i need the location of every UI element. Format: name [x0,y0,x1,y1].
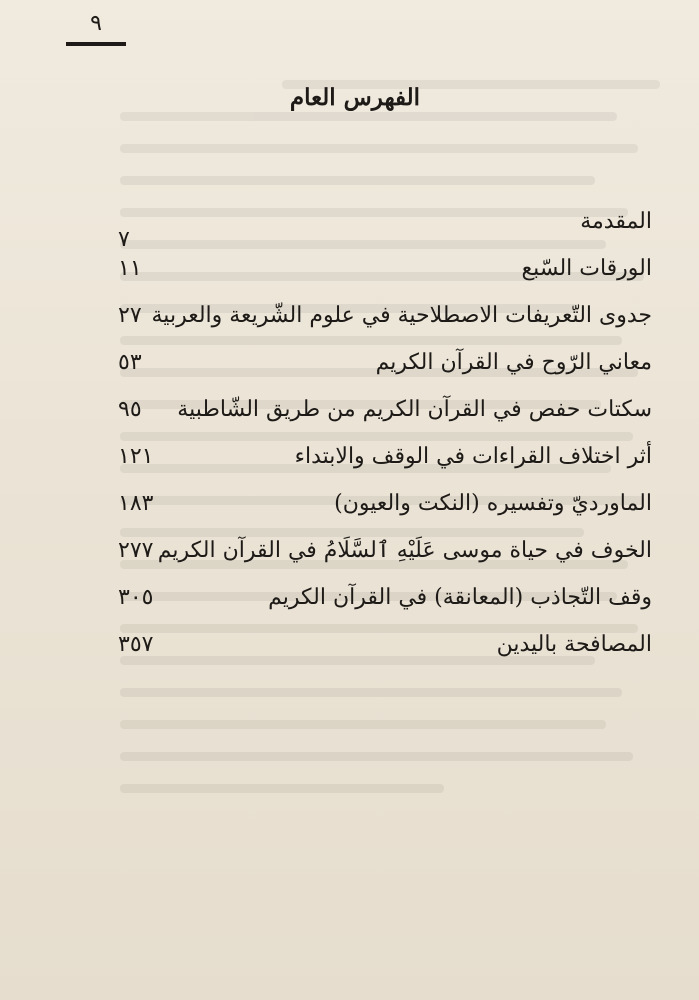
toc-entry [118,198,652,252]
toc-entry-page: ١١ [118,256,142,281]
toc-entry [118,339,652,386]
toc-entry-page: ٥٣ [118,350,142,375]
toc-entry [118,386,652,433]
toc-entry-title: الخوف في حياة موسى عَلَيْهِ ٱلسَّلَامُ في القرآن الكريم [157,538,652,563]
toc-entry-page: ٢٧ [118,303,142,328]
toc-entry-title: المصافحة باليدين [496,632,652,657]
toc-entry-title: وقف التّجاذب (المعانقة) في القرآن الكريم [268,585,652,610]
toc-entry-title: الورقات السّبع [521,256,652,281]
toc-entry-title: معاني الرّوح في القرآن الكريم [375,350,652,375]
toc-title: الفهرس العام [289,84,421,111]
toc-entry-page: ٣٠٥ [118,585,154,610]
toc-entry-page: ٧ [118,227,130,252]
toc-entry-page: ٣٥٧ [118,632,154,657]
toc-entry-page: ٩٥ [118,397,142,422]
toc-list [118,198,652,668]
toc-entry [118,480,652,527]
toc-entry-title: جدوى التّعريفات الاصطلاحية في علوم الشّريعة والعربية [151,303,652,328]
toc-entry-title: سكتات حفص في القرآن الكريم من طريق الشّاطبية [177,397,652,422]
toc-entry [118,621,652,668]
toc-entry [118,245,652,292]
toc-entry [118,292,652,339]
toc-entry-page: ٢٧٧ [118,538,154,563]
toc-entry [118,433,652,480]
toc-entry [118,527,652,574]
toc-entry-title: الماورديّ وتفسيره (النكت والعيون) [334,491,652,516]
toc-entry-title: أثر اختلاف القراءات في الوقف والابتداء [294,444,652,469]
toc-entry-page: ١٢١ [118,444,154,469]
toc-entry [118,574,652,621]
toc-entry-title: المقدمة [580,209,652,234]
header-rule [66,42,126,46]
toc-entry-page: ١٨٣ [118,491,154,516]
page-number: ٩ [90,11,102,36]
